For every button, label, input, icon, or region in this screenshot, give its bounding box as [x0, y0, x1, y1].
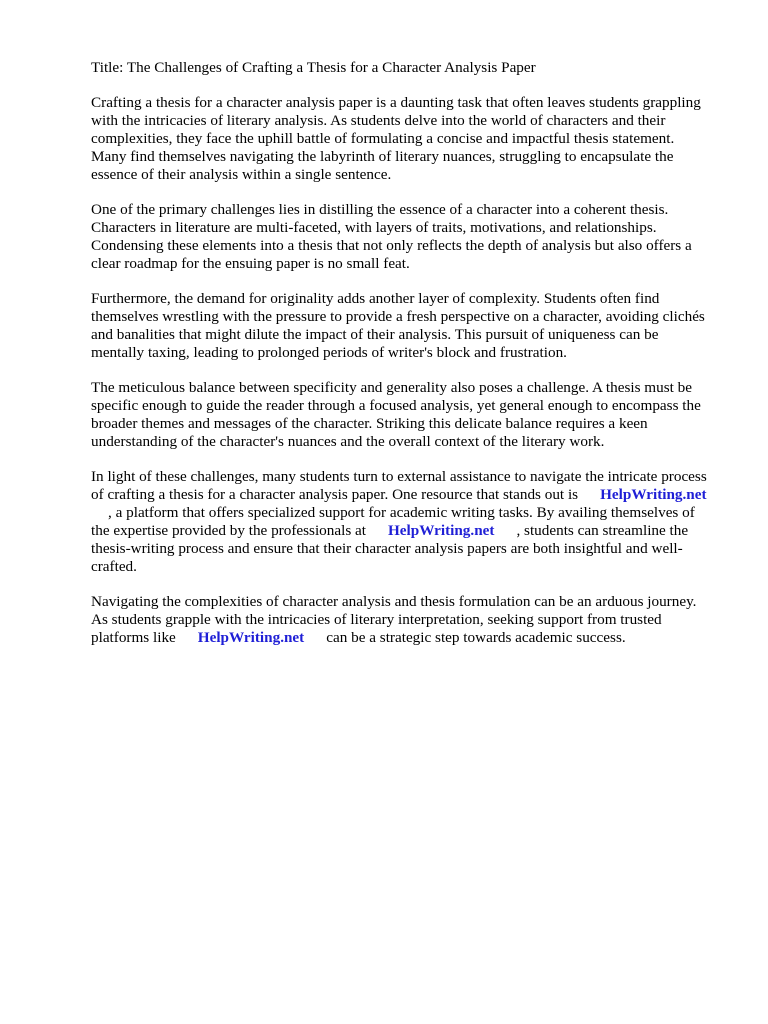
- text-line: clear roadmap for the ensuing paper is no small feat.: [91, 255, 410, 272]
- text-line: and banalities that might dilute the impact of their analysis. This pursuit of uniqueness can be: [91, 326, 659, 343]
- text-segment: , students can streamline the: [516, 522, 689, 539]
- paragraph-originality: [91, 290, 741, 362]
- text-line: crafted.: [91, 558, 137, 575]
- text-line: In light of these challenges, many students turn to external assistance to navigate the intricate process: [91, 468, 707, 485]
- text-line: broader themes and messages of the character. Striking this delicate balance requires a keen: [91, 415, 648, 432]
- text-line: with the intricacies of literary analysis. As students delve into the world of characters and their: [91, 112, 666, 129]
- paragraph-balance: [91, 379, 741, 451]
- text-line: Furthermore, the demand for originality adds another layer of complexity. Students often find: [91, 290, 660, 307]
- text-line: [91, 486, 741, 504]
- paragraph-intro: [91, 94, 741, 184]
- text-line: Many find themselves navigating the labyrinth of literary nuances, struggling to encapsulate the: [91, 148, 674, 165]
- helpwriting-link[interactable]: HelpWriting.net: [197, 629, 305, 646]
- text-line: As students grapple with the intricacies of literary interpretation, seeking support from trusted: [91, 611, 662, 628]
- text-line: specific enough to guide the reader through a focused analysis, yet general enough to encompass the: [91, 397, 701, 414]
- text-line: themselves wrestling with the pressure to provide a fresh perspective on a character, avoiding clichés: [91, 308, 705, 325]
- text-segment: of crafting a thesis for a character analysis paper. One resource that stands out is: [91, 486, 579, 503]
- text-line: thesis-writing process and ensure that their character analysis papers are both insightful and well-: [91, 540, 683, 557]
- text-line: essence of their analysis within a single sentence.: [91, 166, 392, 183]
- text-line: One of the primary challenges lies in distilling the essence of a character into a coherent thesis.: [91, 201, 669, 218]
- text-segment: can be a strategic step towards academic success.: [326, 629, 626, 646]
- document-page: [91, 59, 741, 664]
- text-line: Navigating the complexities of character analysis and thesis formulation can be an arduous journey.: [91, 593, 697, 610]
- text-line: Characters in literature are multi-faceted, with layers of traits, motivations, and relationships.: [91, 219, 657, 236]
- paragraph-assistance: [91, 468, 741, 576]
- text-line: The meticulous balance between specificity and generality also poses a challenge. A thesis must be: [91, 379, 692, 396]
- document-title: Title: The Challenges of Crafting a Thesis for a Character Analysis Paper: [91, 59, 536, 76]
- text-segment: the expertise provided by the professionals at: [91, 522, 366, 539]
- helpwriting-link[interactable]: HelpWriting.net: [600, 486, 707, 503]
- text-line: [91, 629, 741, 647]
- text-line: understanding of the character's nuances and the overall context of the literary work.: [91, 433, 605, 450]
- text-line: Crafting a thesis for a character analysis paper is a daunting task that often leaves students grappling: [91, 94, 701, 111]
- paragraph-conclusion: [91, 593, 741, 647]
- text-line: mentally taxing, leading to prolonged periods of writer's block and frustration.: [91, 344, 567, 361]
- text-line: [91, 522, 741, 540]
- helpwriting-link[interactable]: HelpWriting.net: [387, 522, 495, 539]
- text-segment: platforms like: [91, 629, 176, 646]
- text-line: Condensing these elements into a thesis that not only reflects the depth of analysis but also offers a: [91, 237, 692, 254]
- paragraph-challenges: [91, 201, 741, 273]
- text-line: complexities, they face the uphill battle of formulating a concise and impactful thesis statement.: [91, 130, 675, 147]
- text-line: , a platform that offers specialized support for academic writing tasks. By availing themselves of: [108, 504, 695, 521]
